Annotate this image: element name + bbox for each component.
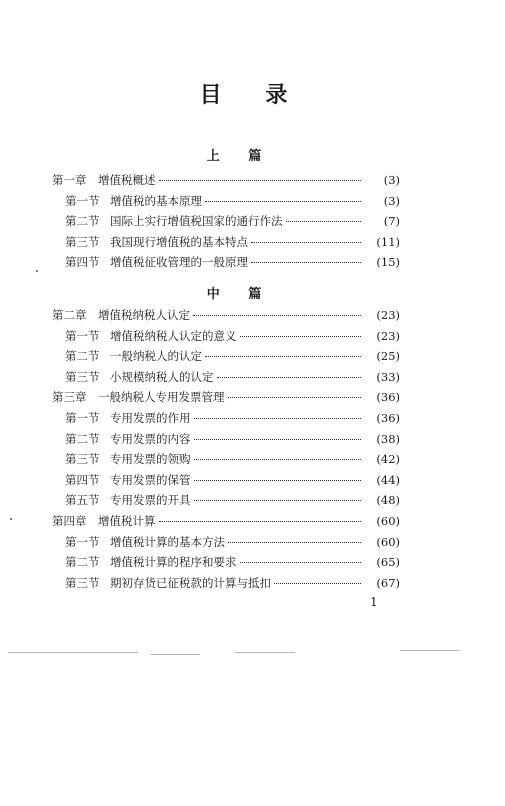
toc-entry-title: 专用发票的保管 bbox=[110, 472, 191, 487]
toc-entry-page: (42) bbox=[376, 452, 400, 467]
toc-entry-number: 第二节 bbox=[65, 214, 100, 229]
toc-entry-page: (3) bbox=[383, 193, 400, 208]
toc-leader-dots bbox=[194, 439, 362, 440]
toc-section-entry bbox=[52, 451, 400, 472]
toc-leader-dots bbox=[205, 356, 361, 357]
scan-speck bbox=[10, 518, 12, 520]
toc-section-entry bbox=[52, 369, 400, 390]
toc-entry-number: 第二章 bbox=[52, 308, 87, 322]
toc-section-entry bbox=[52, 492, 400, 513]
toc-leader-dots bbox=[194, 480, 362, 481]
toc-section-entry bbox=[52, 348, 400, 369]
toc-leader-dots bbox=[286, 221, 362, 222]
toc-entry-page: (23) bbox=[376, 308, 400, 322]
toc-leader-dots bbox=[159, 180, 362, 181]
toc-leader-dots bbox=[194, 418, 362, 419]
toc-entry-number: 第四节 bbox=[65, 255, 100, 270]
toc-entry-title: 增值税纳税人认定 bbox=[98, 308, 190, 322]
toc-entry-page: (15) bbox=[376, 255, 400, 270]
toc-entry-title: 增值税计算的程序和要求 bbox=[110, 555, 237, 570]
toc-entry-number: 第一节 bbox=[65, 328, 100, 343]
toc-entry-number: 第一节 bbox=[65, 534, 100, 549]
toc-leader-dots bbox=[159, 521, 362, 522]
toc-entry-title: 增值税征收管理的一般原理 bbox=[110, 255, 248, 270]
toc-entry-page: (25) bbox=[376, 349, 400, 364]
toc-entry-title: 增值税计算 bbox=[98, 513, 156, 528]
toc-entry-page: (36) bbox=[376, 390, 400, 405]
toc-entry-number: 第五节 bbox=[65, 493, 100, 508]
toc-section-entry bbox=[52, 575, 400, 596]
scan-artifact-line bbox=[235, 652, 295, 653]
toc-entry-number: 第一节 bbox=[65, 193, 100, 208]
page-number: 1 bbox=[370, 595, 378, 609]
toc-entry-number: 第二节 bbox=[65, 349, 100, 364]
toc-chapter-entry bbox=[52, 172, 400, 193]
toc-entry-title: 国际上实行增值税国家的通行作法 bbox=[110, 214, 283, 229]
toc-entry-title: 专用发票的领购 bbox=[110, 452, 191, 467]
toc-entry-title: 期初存货已征税款的计算与抵扣 bbox=[110, 575, 271, 590]
toc-section-entry bbox=[52, 254, 400, 275]
toc-entry-page: (44) bbox=[376, 472, 400, 487]
toc-leader-dots bbox=[251, 242, 361, 243]
toc-entry-page: (60) bbox=[376, 534, 400, 549]
toc-entry-page: (67) bbox=[376, 575, 400, 590]
toc-section-entry bbox=[52, 554, 400, 575]
toc-section-entry bbox=[52, 328, 400, 349]
toc-leader-dots bbox=[194, 500, 362, 501]
toc-entry-title: 我国现行增值税的基本特点 bbox=[110, 234, 248, 249]
toc-leader-dots bbox=[194, 459, 362, 460]
toc-section-entry bbox=[52, 193, 400, 214]
toc-entry-title: 专用发票的作用 bbox=[110, 410, 191, 425]
toc-entry-title: 增值税纳税人认定的意义 bbox=[110, 328, 237, 343]
toc-entry-page: (60) bbox=[376, 513, 400, 528]
toc-entry-title: 一般纳税人专用发票管理 bbox=[98, 390, 225, 405]
part-heading-middle: 中 篇 bbox=[206, 287, 274, 302]
toc-leader-dots bbox=[240, 336, 362, 337]
toc-entry-title: 一般纳税人的认定 bbox=[110, 349, 202, 364]
part-heading-upper: 上 篇 bbox=[206, 149, 274, 164]
toc-entry-page: (23) bbox=[376, 328, 400, 343]
toc-leader-dots bbox=[193, 315, 361, 316]
toc-entry-number: 第三节 bbox=[65, 452, 100, 467]
toc-leader-dots bbox=[251, 262, 361, 263]
scan-speck bbox=[36, 270, 38, 272]
toc-entry-page: (48) bbox=[376, 493, 400, 508]
toc-entry-title: 增值税的基本原理 bbox=[110, 193, 202, 208]
toc-chapter-entry bbox=[52, 513, 400, 534]
toc-section-entry bbox=[52, 431, 400, 452]
toc-chapter-entry bbox=[52, 389, 400, 410]
toc-entry-number: 第四节 bbox=[65, 472, 100, 487]
toc-entry-page: (38) bbox=[376, 431, 400, 446]
toc-entry-number: 第一章 bbox=[52, 173, 87, 187]
toc-entry-title: 小规模纳税人的认定 bbox=[110, 369, 214, 384]
toc-entry-page: (7) bbox=[383, 214, 400, 229]
toc-entry-page: (3) bbox=[383, 173, 400, 187]
toc-entry-title: 专用发票的内容 bbox=[110, 431, 191, 446]
toc-leader-dots bbox=[228, 542, 361, 543]
toc-chapter-entry bbox=[52, 307, 400, 328]
toc-entry-page: (65) bbox=[376, 555, 400, 570]
scan-artifact-line bbox=[8, 652, 138, 653]
toc-entry-number: 第二节 bbox=[65, 555, 100, 570]
toc-leader-dots bbox=[228, 397, 362, 398]
toc-list-middle bbox=[52, 307, 400, 595]
toc-section-entry bbox=[52, 234, 400, 255]
toc-entry-number: 第三节 bbox=[65, 234, 100, 249]
toc-entry-number: 第三节 bbox=[65, 575, 100, 590]
toc-entry-number: 第一节 bbox=[65, 410, 100, 425]
toc-entry-page: (36) bbox=[376, 410, 400, 425]
toc-entry-title: 增值税计算的基本方法 bbox=[110, 534, 225, 549]
toc-list-upper bbox=[52, 172, 400, 275]
toc-entry-number: 第二节 bbox=[65, 431, 100, 446]
scan-artifact-line bbox=[400, 650, 460, 651]
toc-entry-title: 专用发票的开具 bbox=[110, 493, 191, 508]
toc-entry-title: 增值税概述 bbox=[98, 173, 156, 187]
toc-leader-dots bbox=[205, 201, 361, 202]
toc-entry-page: (11) bbox=[376, 234, 400, 249]
page-title: 目 录 bbox=[199, 83, 306, 108]
toc-section-entry bbox=[52, 472, 400, 493]
toc-section-entry bbox=[52, 410, 400, 431]
toc-leader-dots bbox=[274, 583, 361, 584]
toc-leader-dots bbox=[240, 562, 362, 563]
toc-entry-page: (33) bbox=[376, 369, 400, 384]
toc-leader-dots bbox=[217, 377, 362, 378]
toc-entry-number: 第三章 bbox=[52, 390, 87, 405]
toc-entry-number: 第三节 bbox=[65, 369, 100, 384]
scan-artifact-line bbox=[150, 654, 200, 655]
toc-section-entry bbox=[52, 534, 400, 555]
toc-entry-number: 第四章 bbox=[52, 513, 87, 528]
toc-section-entry bbox=[52, 213, 400, 234]
